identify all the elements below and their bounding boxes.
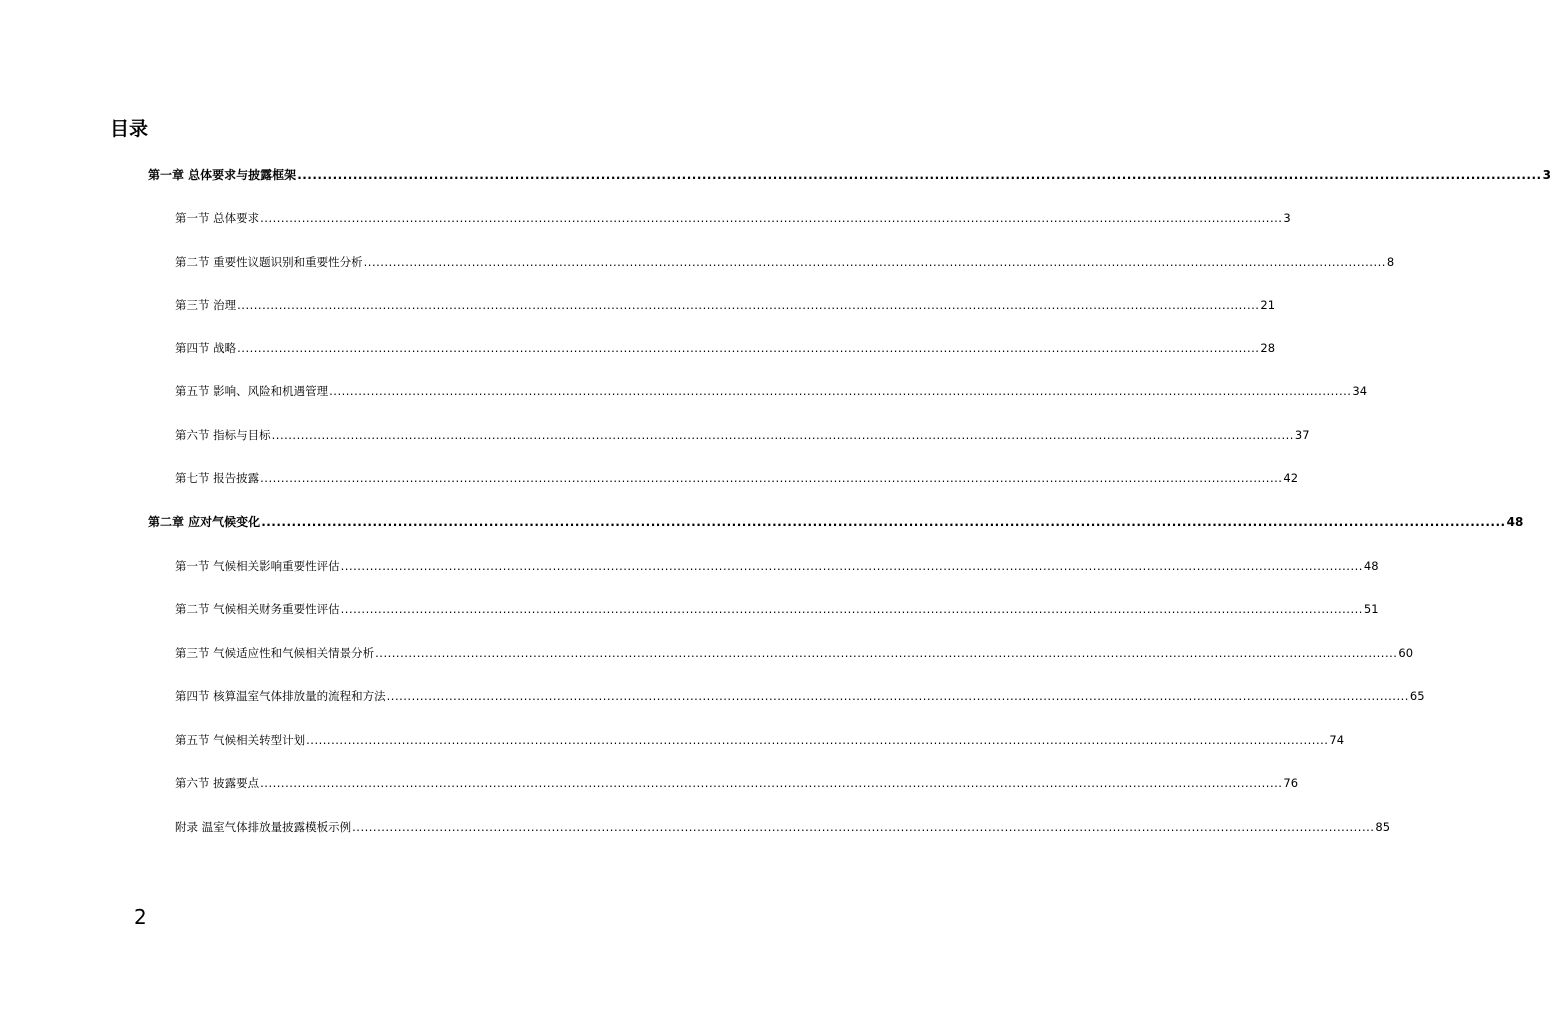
toc-leader-dots — [260, 774, 1282, 792]
toc-entry-page: 65 — [1409, 689, 1425, 703]
toc-entry-section[interactable] — [0, 557, 1379, 575]
toc-entry-section[interactable] — [0, 644, 1414, 662]
page-number: 2 — [134, 905, 147, 929]
toc-entry-text: 第七节 报告披露 — [175, 471, 260, 485]
toc-entry-page: 34 — [1352, 384, 1368, 398]
toc-leader-dots — [341, 557, 1363, 575]
toc-leader-dots — [260, 469, 1282, 487]
toc-entry-text: 第二节 重要性议题识别和重要性分析 — [175, 255, 363, 269]
toc-entry-text: 第四节 核算温室气体排放量的流程和方法 — [175, 689, 386, 703]
toc-entry-appendix[interactable] — [0, 818, 1391, 836]
toc-entry-text: 第五节 气候相关转型计划 — [175, 733, 306, 747]
toc-entry-text: 第一节 气候相关影响重要性评估 — [175, 559, 340, 573]
toc-entry-section[interactable] — [0, 253, 1395, 271]
toc-entry-chapter-1[interactable] — [0, 166, 1551, 184]
toc-entry-page: 76 — [1283, 776, 1299, 790]
toc-entry-text: 第二章 应对气候变化 — [148, 515, 261, 529]
toc-entry-page: 3 — [1283, 211, 1291, 225]
toc-entry-page: 3 — [1542, 168, 1551, 182]
toc-entry-section[interactable] — [0, 382, 1368, 400]
toc-entry-page: 48 — [1506, 515, 1524, 529]
toc-entry-section[interactable] — [0, 469, 1299, 487]
toc-leader-dots — [352, 818, 1374, 836]
toc-leader-dots — [237, 296, 1259, 314]
toc-entry-text: 第六节 指标与目标 — [175, 428, 271, 442]
toc-leader-dots — [375, 644, 1397, 662]
toc-entry-section[interactable] — [0, 774, 1299, 792]
toc-entry-text: 第四节 战略 — [175, 341, 237, 355]
toc-entry-text: 第六节 披露要点 — [175, 776, 260, 790]
toc-entry-text: 第一章 总体要求与披露框架 — [148, 168, 297, 182]
toc-leader-dots — [237, 339, 1259, 357]
toc-entry-text: 第二节 气候相关财务重要性评估 — [175, 602, 340, 616]
toc-entry-text: 第五节 影响、风险和机遇管理 — [175, 384, 329, 398]
toc-entry-page: 28 — [1260, 341, 1276, 355]
toc-entry-page: 85 — [1375, 820, 1391, 834]
toc-leader-dots — [306, 731, 1328, 749]
toc-entry-page: 21 — [1260, 298, 1276, 312]
toc-entry-section[interactable] — [0, 296, 1276, 314]
toc-leader-dots — [272, 426, 1294, 444]
toc-entry-section[interactable] — [0, 339, 1276, 357]
toc-title: 目录 — [110, 118, 149, 140]
toc-leader-dots — [387, 687, 1409, 705]
toc-entry-text: 第三节 气候适应性和气候相关情景分析 — [175, 646, 375, 660]
toc-entry-section[interactable] — [0, 426, 1310, 444]
toc-entry-page: 74 — [1329, 733, 1345, 747]
toc-entry-text: 第一节 总体要求 — [175, 211, 260, 225]
toc-leader-dots — [364, 253, 1386, 271]
toc-leader-dots — [260, 209, 1282, 227]
toc-entry-section[interactable] — [0, 209, 1291, 227]
toc-entry-section[interactable] — [0, 687, 1425, 705]
toc-leader-dots — [297, 166, 1541, 184]
toc-entry-text: 附录 温室气体排放量披露模板示例 — [175, 820, 352, 834]
toc-entry-page: 48 — [1363, 559, 1379, 573]
toc-entry-text: 第三节 治理 — [175, 298, 237, 312]
toc-entry-page: 60 — [1398, 646, 1414, 660]
toc-entry-page: 37 — [1294, 428, 1310, 442]
toc-entry-chapter-2[interactable] — [0, 513, 1524, 531]
toc-leader-dots — [329, 382, 1351, 400]
toc-entry-page: 8 — [1386, 255, 1395, 269]
toc-entry-page: 51 — [1363, 602, 1379, 616]
toc-entry-section[interactable] — [0, 600, 1379, 618]
toc-leader-dots — [341, 600, 1363, 618]
toc-leader-dots — [261, 513, 1505, 531]
toc-entry-section[interactable] — [0, 731, 1345, 749]
toc-entry-page: 42 — [1283, 471, 1299, 485]
